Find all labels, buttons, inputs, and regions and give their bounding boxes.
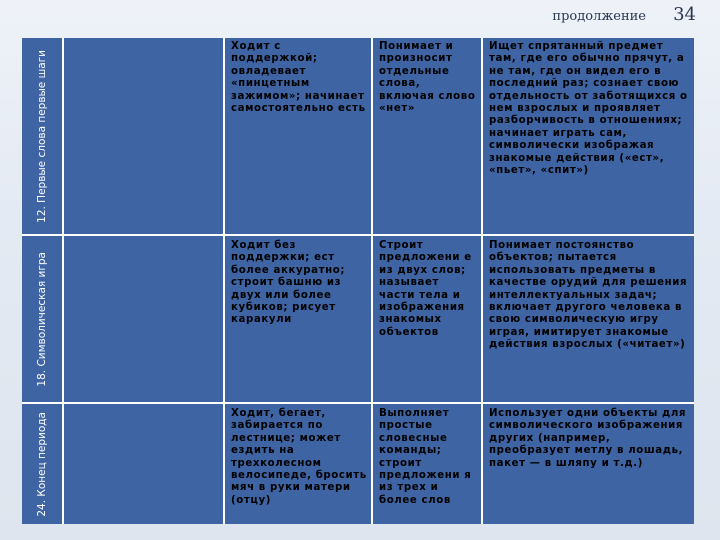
age-label: 12. Первые слова первые шаги (35, 49, 48, 223)
slide-header (0, 0, 720, 34)
table-row (22, 405, 694, 524)
row-divider (22, 402, 694, 404)
table-row (22, 237, 694, 402)
age-cell (22, 237, 62, 402)
speech-cell: Понимает и произносит отдельные слова, включая слово «нет» (379, 41, 476, 115)
motor-cell: Ходит с поддержкой; овладевает «пинцетным зажимом»; начинает самостоятельно есть (231, 41, 366, 115)
motor-cell: Ходит без поддержки; ест более аккуратно; строит башню из двух или более кубиков; рисует каракули (231, 240, 346, 326)
row-divider (22, 234, 694, 236)
cognitive-cell: Ищет спрятанный предмет там, где его обычно прячут, а не там, где он видел его в последний раз; сознает свою отдельность от заботящихся о нем взрослых и проявляет разборчивость в отношениях; начинает играть сам, символически изображая знакомые действия («ест», «пьет», «спит») (489, 41, 688, 177)
age-label: 18. Символическая игра (35, 252, 48, 387)
column-divider (62, 38, 64, 524)
column-divider (481, 38, 483, 524)
development-table (22, 38, 694, 524)
speech-cell: Выполняет простые словесные команды; строит предложени я из трех и более слов (379, 408, 472, 506)
column-divider (223, 38, 225, 524)
cognitive-cell: Использует одни объекты для символического изображения других (например, преобразует метлу в лошадь, пакет — в шляпу и т.д.) (489, 408, 687, 469)
age-cell (22, 38, 62, 234)
table-row (22, 38, 694, 234)
motor-cell: Ходит, бегает, забирается по лестнице; может ездить на трехколесном велосипеде, бросить мяч в руки матери (отцу) (231, 408, 367, 506)
cognitive-cell: Понимает постоянство объектов; пытается использовать предметы в качестве орудий для решения интеллектуальных задач; включает другого человека в свою символическую игру играя, имитирует знакомые действия взрослых («читает») (489, 240, 688, 351)
continuation-label: продолжение (552, 9, 646, 24)
age-label: 24. Конец периода (35, 412, 48, 517)
speech-cell: Строит предложени е из двух слов; называет части тела и изображения знакомых объектов (379, 240, 472, 338)
column-divider (371, 38, 373, 524)
page-number: 34 (673, 4, 696, 25)
age-cell (22, 405, 62, 524)
